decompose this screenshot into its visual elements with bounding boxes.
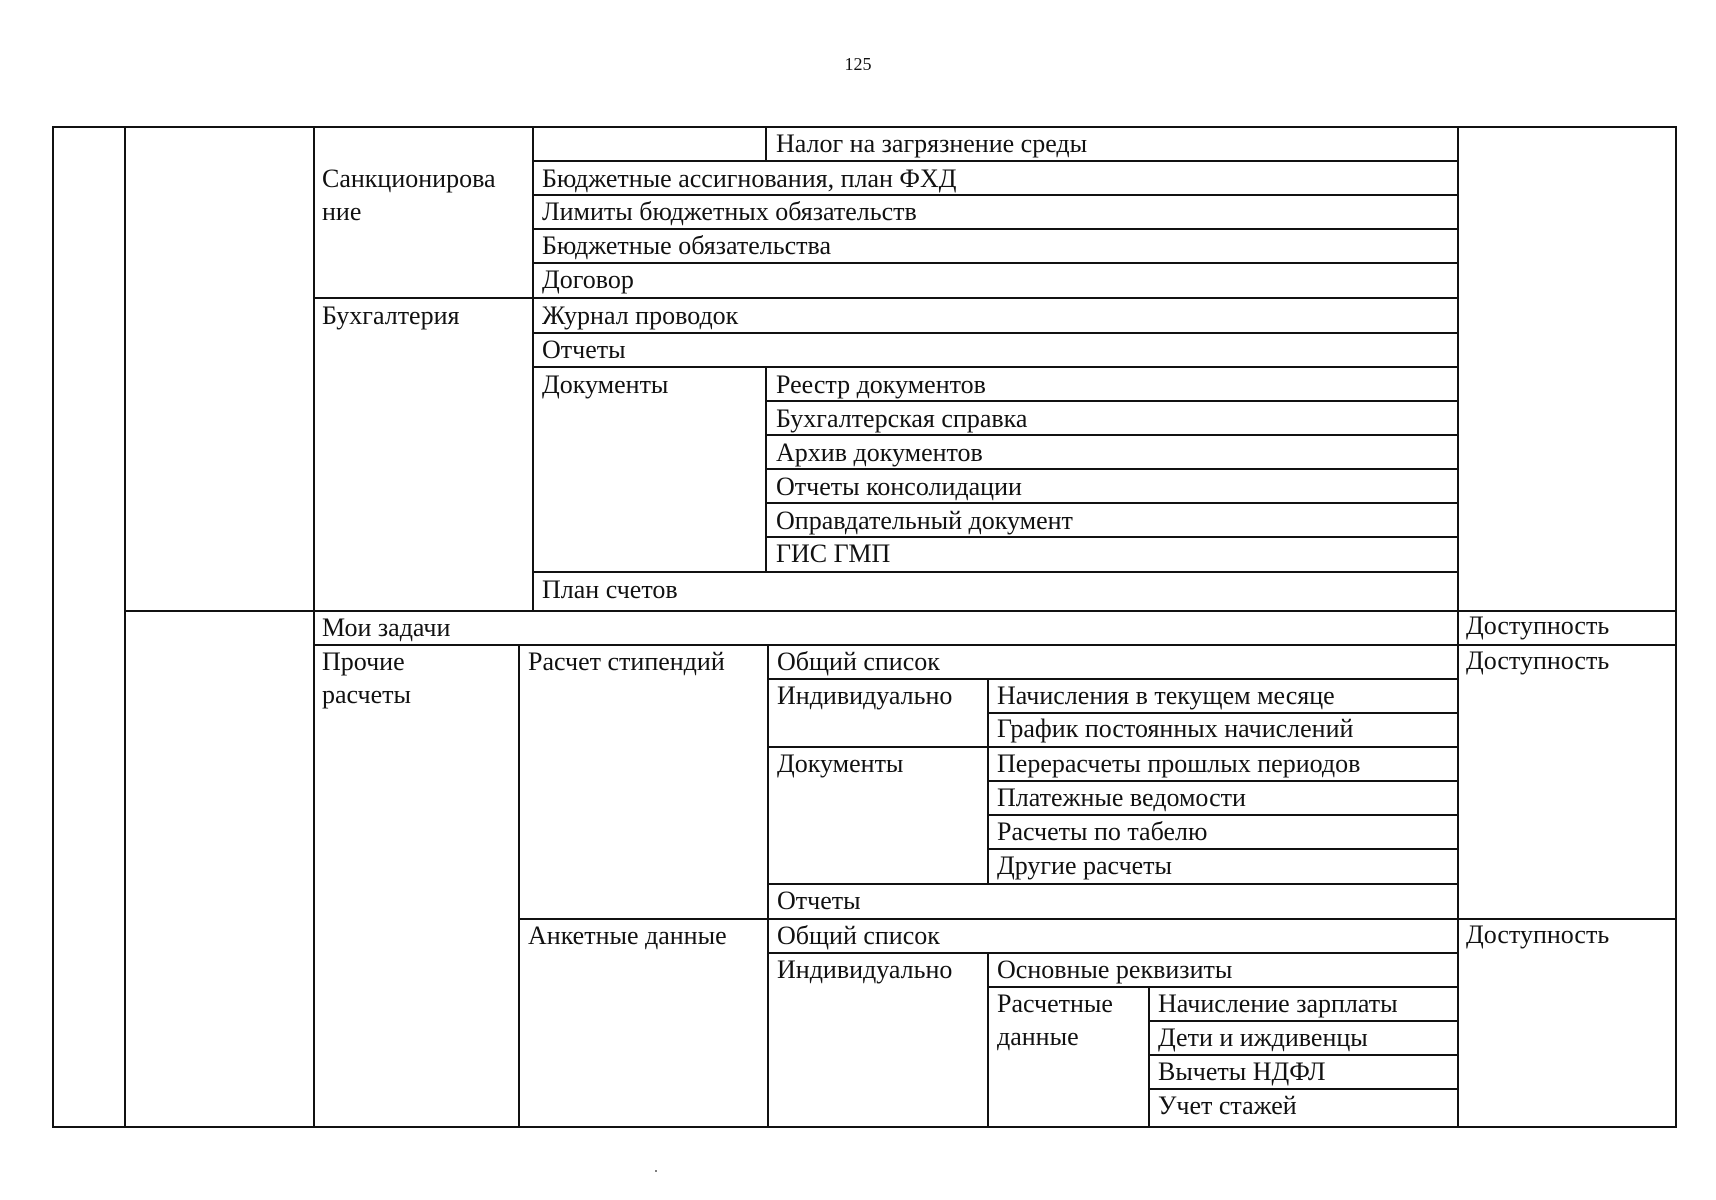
cell-text: Бухгалтерская справка bbox=[776, 404, 1028, 433]
row-divider bbox=[124, 610, 1677, 612]
cell-text: Другие расчеты bbox=[997, 851, 1173, 880]
row-divider bbox=[532, 262, 1457, 264]
col-divider bbox=[1457, 126, 1459, 1128]
row-divider bbox=[765, 468, 1457, 470]
cell-text: Отчеты bbox=[542, 335, 626, 364]
row-divider bbox=[532, 228, 1457, 230]
cell-text: Расчеты по табелю bbox=[997, 817, 1208, 846]
row-divider bbox=[765, 434, 1457, 436]
row-divider bbox=[987, 986, 1457, 988]
row-divider bbox=[767, 883, 1457, 885]
cell-text: Общий список bbox=[777, 647, 940, 676]
scan-speck bbox=[655, 1170, 657, 1172]
cell-text: ГИС ГМП bbox=[776, 539, 891, 568]
page-number: 125 bbox=[844, 54, 872, 74]
cell-text: Расчетные bbox=[997, 989, 1113, 1018]
cell-text: Отчеты bbox=[777, 886, 861, 915]
cell-text: Лимиты бюджетных обязательств bbox=[542, 197, 917, 226]
row-divider bbox=[987, 814, 1457, 816]
table-border-left bbox=[52, 126, 54, 1128]
col-divider bbox=[532, 126, 534, 612]
cell-text: Оправдательный документ bbox=[776, 506, 1073, 535]
cell-text: Дети и иждивенцы bbox=[1158, 1023, 1368, 1052]
row-divider bbox=[1148, 1088, 1457, 1090]
table-border-bottom bbox=[52, 1126, 1677, 1128]
col-divider bbox=[987, 952, 989, 1128]
cell-text: Бухгалтерия bbox=[322, 301, 460, 330]
row-divider bbox=[313, 297, 1457, 299]
cell-text: Платежные ведомости bbox=[997, 783, 1246, 812]
cell-text: Документы bbox=[542, 370, 669, 399]
table-border-top bbox=[52, 126, 1677, 128]
cell-text: Начисления в текущем месяце bbox=[997, 681, 1335, 710]
cell-text: Доступность bbox=[1466, 611, 1610, 640]
cell-text: Бюджетные обязательства bbox=[542, 231, 831, 260]
cell-text: Отчеты консолидации bbox=[776, 472, 1022, 501]
row-divider bbox=[532, 571, 1457, 573]
row-divider bbox=[767, 746, 1457, 748]
col-divider bbox=[765, 126, 767, 160]
cell-text: Учет стажей bbox=[1158, 1091, 1297, 1120]
cell-text: Журнал проводок bbox=[542, 301, 739, 330]
row-divider bbox=[987, 780, 1457, 782]
cell-text: Документы bbox=[777, 749, 904, 778]
col-divider bbox=[313, 126, 315, 1128]
cell-text: Общий список bbox=[777, 921, 940, 950]
cell-text: Анкетные данные bbox=[528, 921, 727, 950]
row-divider bbox=[765, 502, 1457, 504]
col-divider bbox=[1148, 986, 1150, 1128]
cell-text: Расчет стипендий bbox=[528, 647, 725, 676]
cell-text: График постоянных начислений bbox=[997, 714, 1354, 743]
row-divider bbox=[767, 678, 1457, 680]
cell-text: Основные реквизиты bbox=[997, 955, 1233, 984]
cell-text: Индивидуально bbox=[777, 681, 953, 710]
cell-text: Вычеты НДФЛ bbox=[1158, 1057, 1326, 1086]
row-divider bbox=[532, 366, 1457, 368]
row-divider bbox=[532, 332, 1457, 334]
cell-text: Начисление зарплаты bbox=[1158, 989, 1398, 1018]
row-divider bbox=[1148, 1020, 1457, 1022]
row-divider bbox=[765, 400, 1457, 402]
cell-text: Индивидуально bbox=[777, 955, 953, 984]
cell-text: Реестр документов bbox=[776, 370, 986, 399]
row-divider bbox=[767, 952, 1457, 954]
row-divider bbox=[987, 848, 1457, 850]
row-divider bbox=[532, 160, 1457, 162]
col-divider bbox=[518, 644, 520, 1128]
cell-text: Доступность bbox=[1466, 920, 1610, 949]
cell-text: Мои задачи bbox=[322, 613, 451, 642]
cell-text: Перерасчеты прошлых периодов bbox=[997, 749, 1361, 778]
row-divider bbox=[532, 194, 1457, 196]
row-divider bbox=[1148, 1054, 1457, 1056]
table-border-right bbox=[1675, 126, 1677, 1128]
cell-text: Договор bbox=[542, 265, 634, 294]
cell-text: План счетов bbox=[542, 575, 678, 604]
cell-text: данные bbox=[997, 1022, 1079, 1051]
col-divider bbox=[767, 644, 769, 1128]
cell-text: Санкционирова bbox=[322, 164, 496, 193]
cell-text: Доступность bbox=[1466, 646, 1610, 675]
cell-text: Прочие bbox=[322, 647, 405, 676]
cell-text: Бюджетные ассигнования, план ФХД bbox=[542, 164, 957, 193]
cell-text: Архив документов bbox=[776, 438, 983, 467]
cell-text: ние bbox=[322, 197, 362, 226]
cell-text: Налог на загрязнение среды bbox=[776, 129, 1088, 158]
row-divider bbox=[765, 536, 1457, 538]
cell-text: расчеты bbox=[322, 680, 412, 709]
col-divider bbox=[124, 126, 126, 1128]
